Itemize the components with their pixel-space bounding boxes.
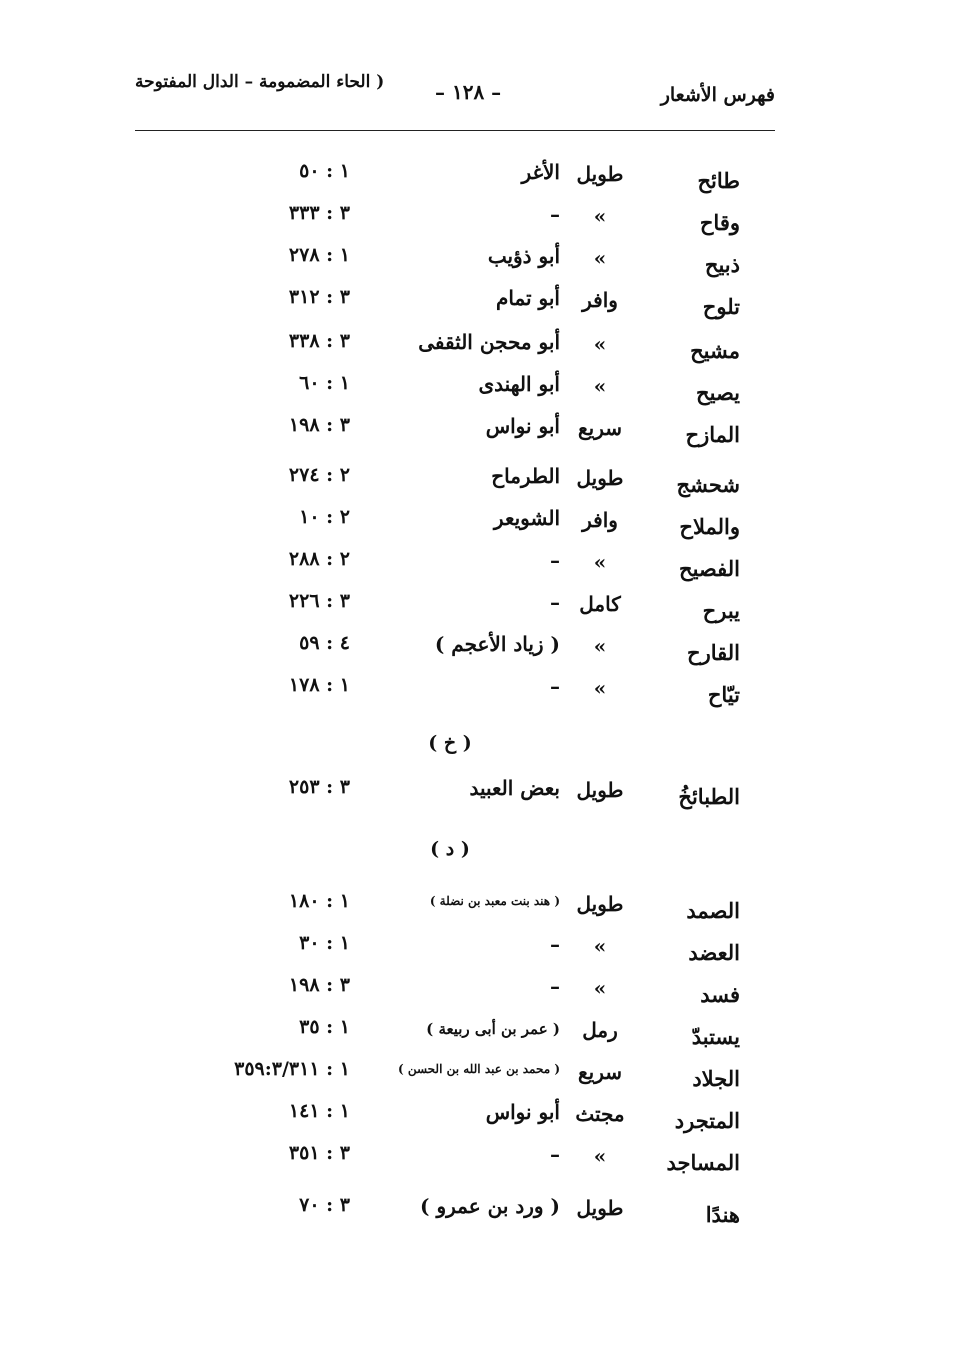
volume-page-ref: ٣ : ٣٥١ (288, 1142, 350, 1164)
meter: سريع (577, 416, 622, 440)
meter: » (593, 1144, 607, 1168)
volume-page-ref: ١ : ٣٥٩:٣/٣١١ (234, 1058, 350, 1080)
rhyme-word: المتجرد (674, 1108, 740, 1133)
rhyme-word: يستبدّ (691, 1024, 740, 1049)
index-row (150, 160, 740, 202)
header-section-range: ( الحاء المضمومة – الدال المفتوحة (135, 72, 385, 92)
index-row (150, 286, 740, 328)
index-row (150, 506, 740, 548)
index-row (150, 330, 740, 372)
rhyme-word: يصيح (696, 380, 740, 405)
index-row (150, 932, 740, 974)
volume-page-ref: ٣ : ٢٥٣ (288, 776, 350, 798)
meter: كامل (579, 592, 621, 616)
index-row (150, 1016, 740, 1058)
poet: – (550, 1142, 560, 1166)
meter: » (593, 676, 607, 700)
poet: الطرماح (491, 464, 560, 488)
index-row (150, 464, 740, 506)
poet: بعض العبيد (469, 776, 560, 800)
rhyme-word: هندًا (705, 1202, 740, 1227)
volume-page-ref: ١ : ١٧٨ (288, 674, 350, 696)
index-row (150, 974, 740, 1016)
index-row (150, 202, 740, 244)
poet: أبو الهندى (478, 372, 560, 396)
poet: أبو ذؤيب (487, 244, 560, 268)
meter: وافر (582, 508, 618, 532)
volume-page-ref: ٣ : ٧٠ (299, 1194, 350, 1216)
rhyme-word: الصمد (686, 898, 740, 923)
volume-page-ref: ٣ : ٣١٢ (288, 286, 350, 308)
index-row (150, 414, 740, 456)
volume-page-ref: ١ : ١٨٠ (288, 890, 350, 912)
volume-page-ref: ٣ : ١٩٨ (288, 974, 350, 996)
meter: طويل (576, 778, 624, 802)
meter: طويل (576, 162, 624, 186)
rhyme-word: والملاح (679, 514, 740, 539)
rhyme-word: تلوح (702, 294, 740, 319)
poet: ( زياد الأعجم ) (434, 632, 560, 656)
rhyme-word: الطبائخُ (678, 784, 740, 809)
meter: » (593, 332, 607, 356)
poet: أبو تمام (495, 286, 560, 310)
index-row (150, 890, 740, 932)
index-row (150, 244, 740, 286)
poet: – (550, 202, 560, 226)
volume-page-ref: ١ : ٣٠ (299, 932, 350, 954)
meter: » (593, 634, 607, 658)
rhyme-word: يبرح (702, 598, 740, 623)
volume-page-ref: ٣ : ١٩٨ (288, 414, 350, 436)
poet: ( محمد بن عبد الله بن الحسن ) (397, 1062, 560, 1076)
index-row (150, 1100, 740, 1142)
meter: طويل (576, 466, 624, 490)
rhyme-word: العضد (688, 940, 740, 965)
poet: ( عمر بن أبى ربيعة ) (426, 1020, 560, 1038)
meter: » (593, 246, 607, 270)
page-number: – ١٢٨ – (435, 80, 502, 104)
poet: – (550, 590, 560, 614)
index-row (150, 372, 740, 414)
volume-page-ref: ١ : ٥٠ (299, 160, 350, 182)
volume-page-ref: ١ : ١٤١ (288, 1100, 350, 1122)
index-row (150, 1058, 740, 1100)
rhyme-word: مشيح (690, 338, 740, 363)
index-row (150, 1142, 740, 1184)
volume-page-ref: ٣ : ٣٣٨ (288, 330, 350, 352)
rhyme-word: فسد (700, 982, 740, 1007)
poet: أبو نواس (485, 1100, 560, 1124)
meter: » (593, 374, 607, 398)
volume-page-ref: ١ : ٢٧٨ (288, 244, 350, 266)
index-row (150, 590, 740, 632)
index-row (150, 632, 740, 674)
volume-page-ref: ٣ : ٢٢٦ (288, 590, 350, 612)
volume-page-ref: ١ : ٣٥ (299, 1016, 350, 1038)
page-header (135, 72, 775, 112)
meter: وافر (582, 288, 618, 312)
poet: الشويعر (493, 506, 560, 530)
volume-page-ref: ٢ : ١٠ (299, 506, 350, 528)
volume-page-ref: ٢ : ٢٨٨ (288, 548, 350, 570)
poet: ( ورد بن عمرو ) (420, 1194, 560, 1218)
rhyme-word: وقاح (699, 210, 740, 235)
rhyme-word: الفصيح (679, 556, 740, 581)
rhyme-word: المازح (685, 422, 740, 447)
volume-page-ref: ٤ : ٥٩ (299, 632, 350, 654)
rhyme-word: طائح (697, 168, 740, 193)
meter: طويل (576, 1196, 624, 1220)
section-heading-dal: ( د ) (430, 838, 470, 860)
rhyme-word: تيّاح (707, 682, 740, 707)
meter: رمل (582, 1018, 618, 1042)
rhyme-word: المساجد (666, 1150, 740, 1175)
meter: طويل (576, 892, 624, 916)
poet: أبو نواس (485, 414, 560, 438)
poet: ( هند بنت معبد بن نضلة ) (429, 894, 560, 908)
meter: » (593, 976, 607, 1000)
index-row (150, 1194, 740, 1236)
meter: » (593, 204, 607, 228)
section-heading-kha: ( خ ) (428, 732, 472, 754)
meter: » (593, 934, 607, 958)
index-row (150, 548, 740, 590)
volume-page-ref: ١ : ٦٠ (299, 372, 350, 394)
poet: – (550, 548, 560, 572)
meter: » (593, 550, 607, 574)
header-divider (135, 130, 775, 131)
index-row (150, 674, 740, 716)
meter: مجتث (575, 1102, 625, 1126)
rhyme-word: القارح (687, 640, 740, 665)
poet: – (550, 932, 560, 956)
header-title: فهرس الأشعار (660, 84, 775, 106)
poet: الأغر (521, 160, 560, 184)
poet: أبو محجن الثقفى (418, 330, 560, 354)
poet: – (550, 974, 560, 998)
poet: – (550, 674, 560, 698)
rhyme-word: الجلاد (692, 1066, 740, 1091)
rhyme-word: شحشج (676, 472, 740, 497)
meter: سريع (577, 1060, 622, 1084)
index-row (150, 776, 740, 818)
volume-page-ref: ٣ : ٣٣٣ (288, 202, 350, 224)
rhyme-word: ذبيح (704, 252, 740, 277)
volume-page-ref: ٢ : ٢٧٤ (288, 464, 350, 486)
